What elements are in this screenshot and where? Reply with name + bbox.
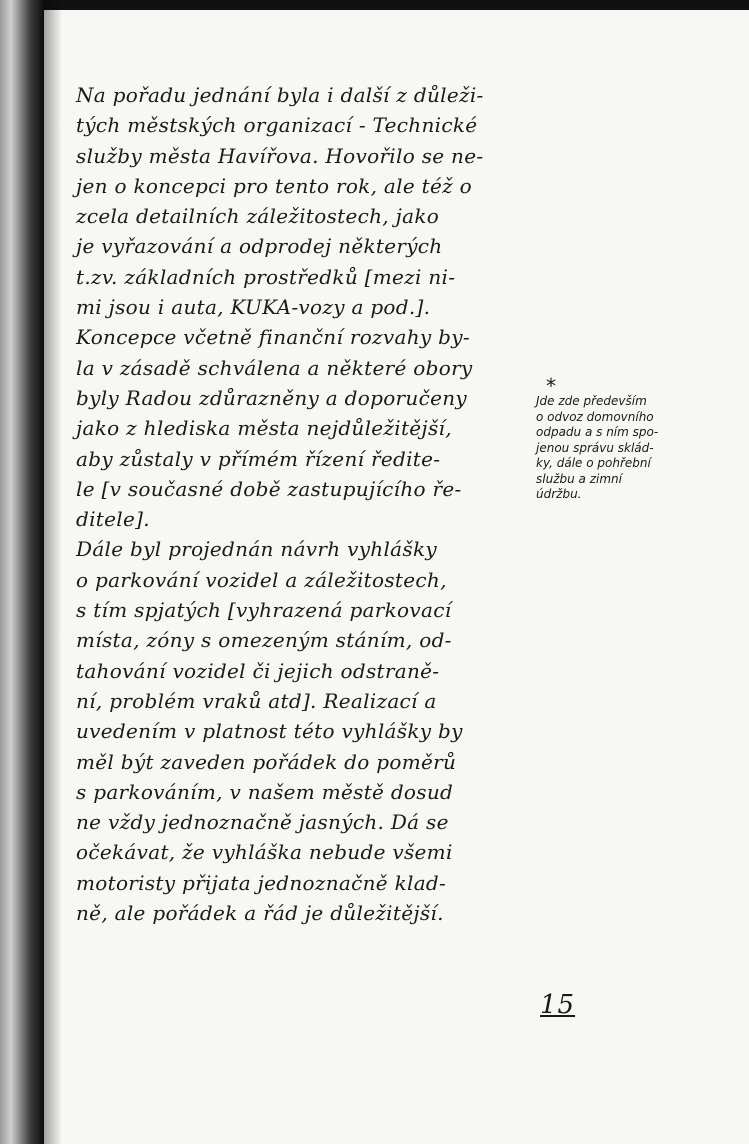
body-line: Koncepce včetně finanční rozvahy by- bbox=[76, 325, 470, 350]
book-spine bbox=[0, 0, 44, 1144]
body-line: tých městských organizací - Technické bbox=[76, 113, 478, 138]
footnote-line: Jde zde především bbox=[536, 394, 647, 408]
body-line: ditele]. bbox=[76, 507, 150, 532]
body-line: Dále byl projednán návrh vyhlášky bbox=[76, 537, 437, 562]
body-line: ne vždy jednoznačně jasných. Dá se bbox=[76, 810, 449, 835]
handwritten-body-text bbox=[76, 80, 546, 928]
body-line: jako z hlediska města nejdůležitější, bbox=[76, 416, 452, 441]
footnote-line: ky, dále o pohřební bbox=[536, 456, 651, 470]
footnote-line: jenou správu sklád- bbox=[536, 440, 654, 455]
footnote-line: odpadu a s ním spo- bbox=[536, 425, 659, 439]
body-line: t.zv. základních prostředků [mezi ni- bbox=[76, 264, 456, 289]
body-line: byly Radou zdůrazněny a doporučeny bbox=[76, 385, 468, 410]
body-line: Na pořadu jednání byla i další z důleži- bbox=[76, 83, 484, 107]
page-number: 15 bbox=[540, 990, 576, 1020]
body-line: zcela detailních záležitostech, jako bbox=[76, 204, 440, 229]
body-line: je vyřazování a odprodej některých bbox=[76, 234, 443, 259]
footnote-asterisk: * bbox=[546, 374, 556, 398]
body-line: jen o koncepci pro tento rok, ale též o bbox=[76, 173, 472, 198]
body-line: ní, problém vraků atd]. Realizací a bbox=[76, 688, 437, 713]
body-line: měl být zaveden pořádek do poměrů bbox=[76, 749, 457, 774]
footnote-line: o odvoz domovního bbox=[536, 409, 654, 424]
footnote-line: službu a zimní bbox=[536, 471, 622, 486]
body-line: s parkováním, v našem městě dosud bbox=[76, 779, 454, 804]
footnote-line: údržbu. bbox=[536, 487, 582, 501]
margin-footnote bbox=[536, 374, 736, 503]
body-line: místa, zóny s omezeným stáním, od- bbox=[76, 628, 452, 653]
body-line: aby zůstaly v přímém řízení ředite- bbox=[76, 446, 441, 471]
body-line: očekávat, že vyhláška nebude všemi bbox=[76, 840, 453, 865]
body-line: s tím spjatých [vyhrazená parkovací bbox=[76, 598, 452, 623]
body-line: uvedením v platnost této vyhlášky by bbox=[76, 719, 463, 744]
body-line: la v zásadě schválena a některé obory bbox=[76, 355, 473, 380]
body-line: le [v současné době zastupujícího ře- bbox=[76, 476, 462, 501]
page-top-edge bbox=[0, 0, 749, 10]
body-line: motoristy přijata jednoznačně klad- bbox=[76, 870, 447, 895]
body-line: ně, ale pořádek a řád je důležitější. bbox=[76, 901, 444, 926]
spine-shadow bbox=[44, 0, 62, 1144]
body-line: tahování vozidel či jejich odstraně- bbox=[76, 658, 440, 683]
body-line: mi jsou i auta, KUKA-vozy a pod.]. bbox=[76, 295, 431, 320]
body-line: o parkování vozidel a záležitostech, bbox=[76, 567, 447, 592]
body-line: služby města Havířova. Hovořilo se ne- bbox=[76, 143, 484, 168]
